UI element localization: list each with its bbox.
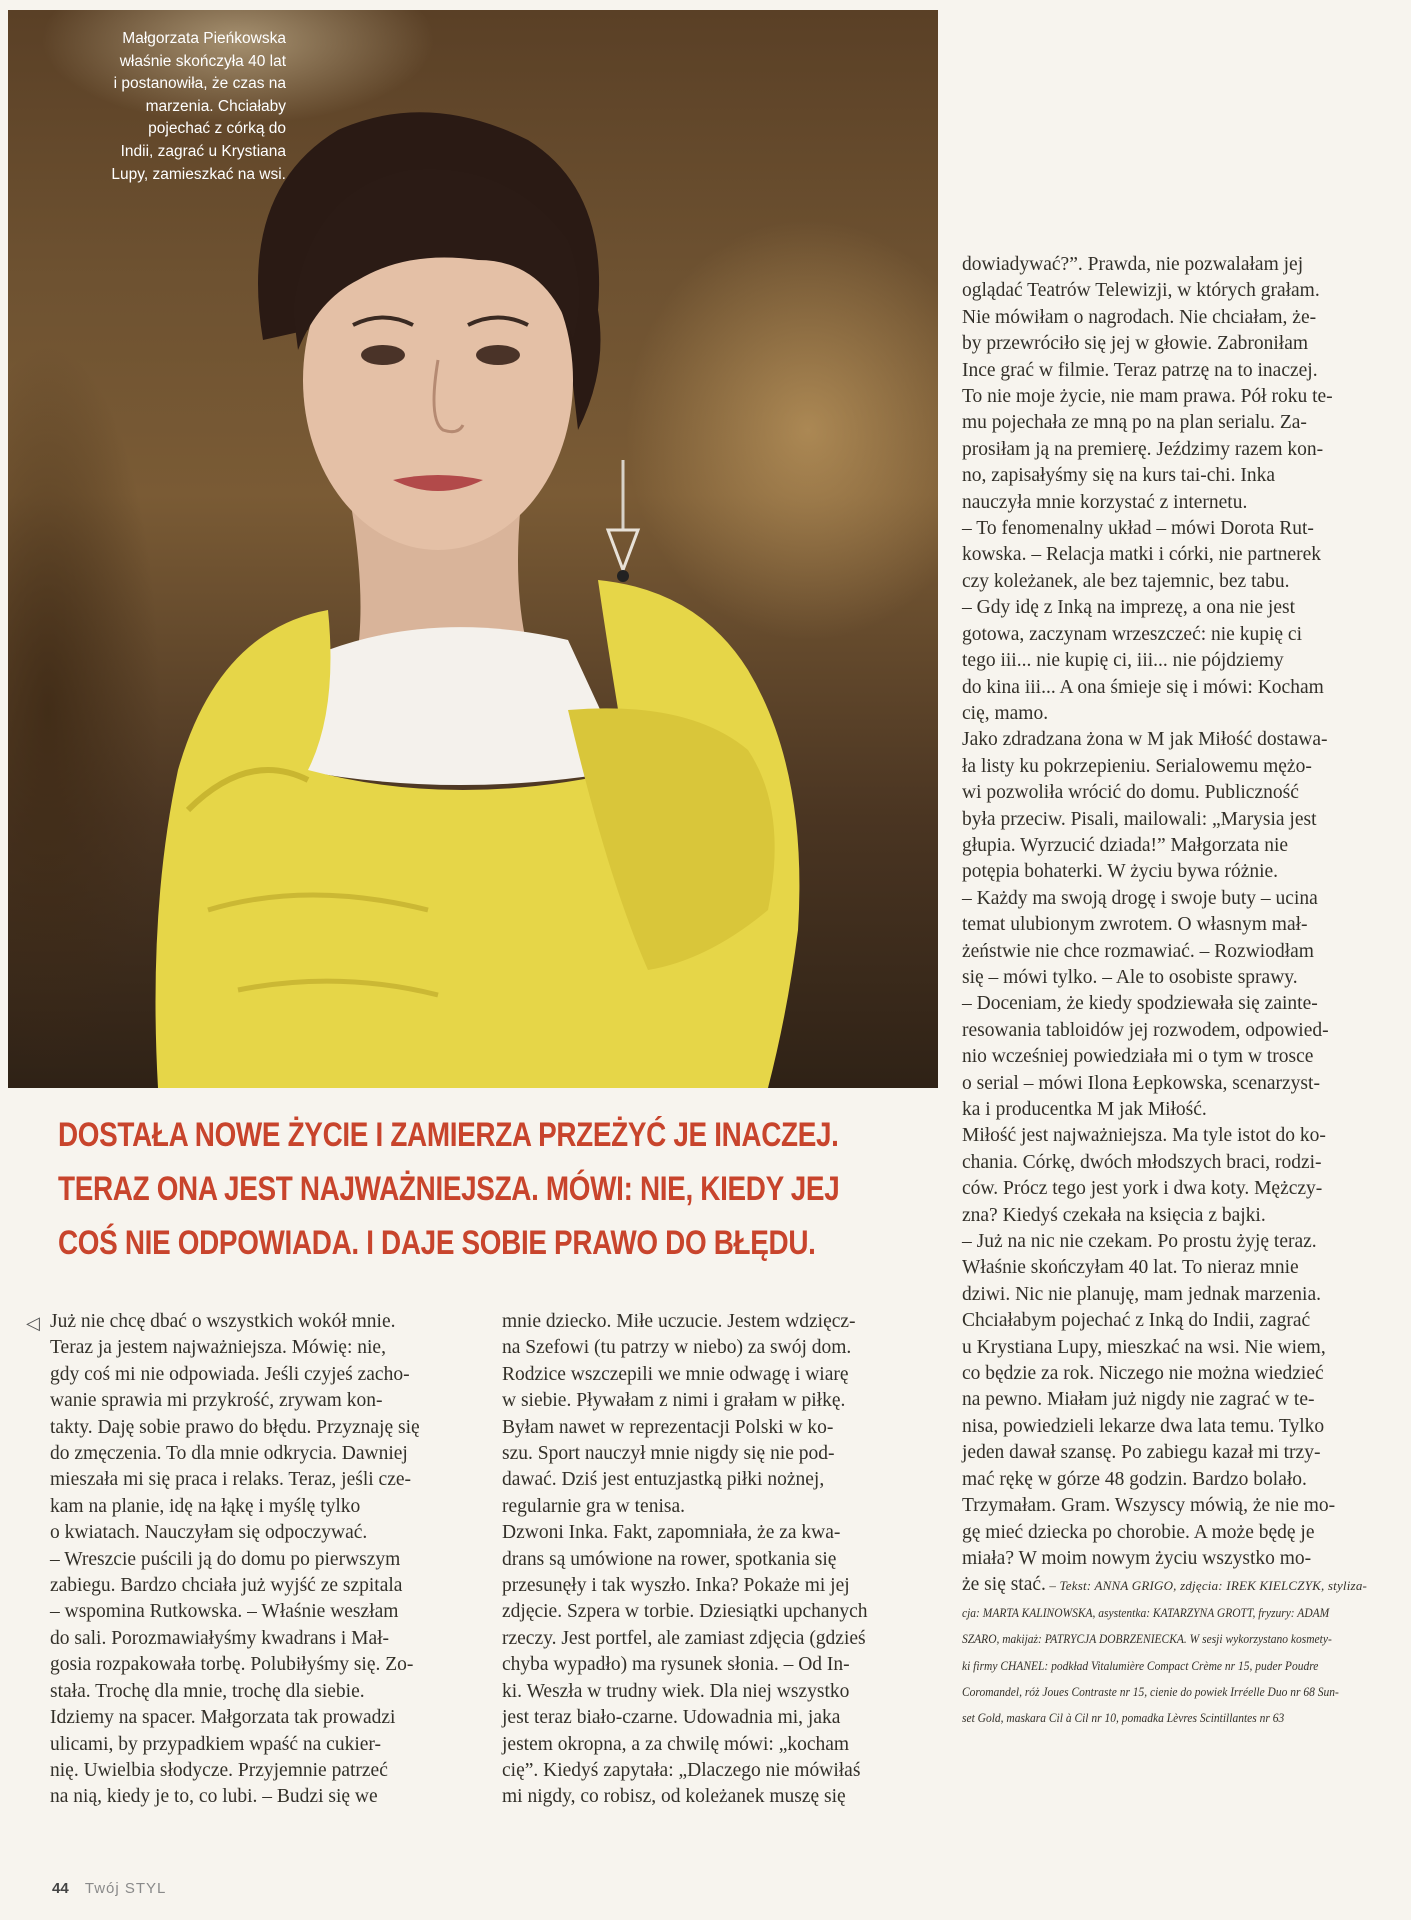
portrait-photo <box>8 10 938 1088</box>
text-line: jestem okropna, a za chwilę mówi: „kocham <box>502 1733 850 1755</box>
text-line: nio wcześniej powiedziała mi o tym w trosce <box>962 1046 1314 1068</box>
caption-line: Lupy, zamieszkać na wsi. <box>111 165 286 183</box>
text-line: się – mówi tylko. – Ale to osobiste sprawy. <box>962 966 1298 988</box>
text-line: była przeciw. Pisali, mailowali: „Marysia jest <box>962 808 1317 830</box>
text-line: u Krystiana Lupy, mieszkać na wsi. Nie wiem, <box>962 1336 1326 1358</box>
headline-line: TERAZ ONA JEST NAJWAŻNIEJSZA. MÓWI: NIE, KIEDY JEJ <box>58 1170 840 1208</box>
text-line: regularnie gra w tenisa. <box>502 1495 686 1517</box>
text-line: Jako zdradzana żona w M jak Miłość dostawa- <box>962 729 1328 751</box>
text-line: – Gdy idę z Inką na imprezę, a ona nie jest <box>962 597 1295 619</box>
text-line: oglądać Teatrów Telewizji, w których grałam. <box>962 280 1320 302</box>
text-line: gosia rozpakowała torbę. Polubiłyśmy się. Zo- <box>50 1654 414 1676</box>
headline-line: COŚ NIE ODPOWIADA. I DAJE SOBIE PRAWO DO BŁĘDU. <box>58 1224 816 1262</box>
text-line: mu pojechała ze mną po na plan serialu. Za- <box>962 412 1307 434</box>
text-line: – wspomina Rutkowska. – Właśnie weszłam <box>50 1601 399 1623</box>
text-line: nauczyła mnie korzystać z internetu. <box>962 491 1248 513</box>
triangle-marker-icon: ◁ <box>26 1313 40 1334</box>
text-line: – To fenomenalny układ – mówi Dorota Rut- <box>962 518 1314 540</box>
text-line: na pewno. Miałam już nigdy nie zagrać w te- <box>962 1389 1315 1411</box>
article-column-1 <box>50 1309 486 1811</box>
text-line: no, zapisałyśmy się na kurs tai-chi. Inka <box>962 465 1275 487</box>
text-line: dowiadywać?”. Prawda, nie pozwalałam jej <box>962 254 1304 275</box>
credits-line: ki firmy CHANEL: podkład Vitalumière Compact Crème nr 15, puder Poudre <box>962 1658 1319 1673</box>
text-line: głupia. Wyrzucić dziada!” Małgorzata nie <box>962 834 1289 856</box>
text-line: rzeczy. Jest portfel, ale zamiast zdjęcia (gdzieś <box>502 1627 866 1649</box>
photo-credits-inline: – Tekst: ANNA GRIGO, zdjęcia: IREK KIELCZYK, styliza- <box>1045 1578 1368 1594</box>
text-line: nisa, powiedzieli lekarze dwa lata temu. Tylko <box>962 1415 1325 1437</box>
text-line: resowania tabloidów jej rozwodem, odpowied- <box>962 1019 1329 1041</box>
article-final-line <box>962 1572 1394 1599</box>
photo-caption <box>46 28 286 186</box>
text-line: Ince grać w filmie. Teraz patrzę na to inaczej. <box>962 359 1318 381</box>
page-footer <box>52 1880 166 1897</box>
text-line: o kwiatach. Nauczyłam się odpoczywać. <box>50 1522 368 1544</box>
credits-line: Coromandel, róż Joues Contraste nr 15, cienie do powiek Irréelle Duo nr 68 Sun- <box>962 1684 1339 1699</box>
text-line: Nie mówiłam o nagrodach. Nie chciałam, że- <box>962 306 1317 328</box>
text-line: na Szefowi (tu patrzy w niebo) za swój dom. <box>502 1337 852 1359</box>
text-line: drans są umówione na rower, spotkania się <box>502 1548 837 1570</box>
credits-line: cja: MARTA KALINOWSKA, asystentka: KATARZYNA GROTT, fryzury: ADAM <box>962 1605 1330 1620</box>
text-line: wanie sprawia mi przykrość, zrywam kon- <box>50 1390 383 1412</box>
text-line: ła listy ku pokrzepieniu. Serialowemu mężo- <box>962 755 1312 777</box>
text-line: że się stać. <box>962 1574 1046 1596</box>
text-line: stała. Trochę dla mnie, trochę dla siebie. <box>50 1680 365 1702</box>
text-line: na nią, kiedy je to, co lubi. – Budzi się we <box>50 1786 378 1808</box>
text-line: kam na planie, idę na łąkę i myślę tylko <box>50 1495 361 1517</box>
text-line: do sali. Porozmawiałyśmy kwadrans i Mał- <box>50 1627 390 1649</box>
text-line: – Każdy ma swoją drogę i swoje buty – ucina <box>962 887 1318 909</box>
text-line: Chciałabym pojechać z Inką do Indii, zagrać <box>962 1310 1311 1332</box>
text-line: Teraz ja jestem najważniejsza. Mówię: nie, <box>50 1337 386 1359</box>
credits-line: SZARO, makijaż: PATRYCJA DOBRZENIECKA. W sesji wykorzystano kosmety- <box>962 1632 1332 1647</box>
text-line: do zmęczenia. To dla mnie odkrycia. Dawniej <box>50 1443 408 1465</box>
text-line: do kina iii... A ona śmieje się i mówi: Kocham <box>962 676 1324 698</box>
text-line: cię, mamo. <box>962 702 1049 724</box>
text-line: w siebie. Pływałam z nimi i grałam w piłkę. <box>502 1390 846 1412</box>
text-line: by przewróciło się jej w głowie. Zabroniłam <box>962 333 1309 355</box>
text-line: takty. Daję sobie prawo do błędu. Przyznaję się <box>50 1416 420 1438</box>
text-line: ki. Weszła w trudny wiek. Dla niej wszystko <box>502 1680 850 1702</box>
text-line: dziwi. Nic nie planuję, mam jednak marzenia. <box>962 1283 1321 1305</box>
text-line: prosiłam ją na premierę. Jeździmy razem kon- <box>962 438 1324 460</box>
text-line: gdy coś mi nie odpowiada. Jeśli czyjeś zacho- <box>50 1363 410 1385</box>
text-line: chania. Córkę, dwóch młodszych braci, rodzi- <box>962 1151 1322 1173</box>
text-line: gę mieć dziecka po chorobie. A może będę je <box>962 1521 1315 1543</box>
headline-line: DOSTAŁA NOWE ŻYCIE I ZAMIERZA PRZEŻYĆ JE INACZEJ. <box>58 1116 839 1154</box>
text-line: – Wreszcie puścili ją do domu po pierwszym <box>50 1548 401 1570</box>
text-line: gotowa, zaczynam wrzeszczeć: nie kupię ci <box>962 623 1302 645</box>
text-line: chyba wypadło) ma rysunek słonia. – Od In- <box>502 1654 850 1676</box>
text-line: dawać. Dziś jest entuzjastką piłki nożnej, <box>502 1469 825 1491</box>
text-line: przesunęły i tak wyszło. Inka? Pokaże mi jej <box>502 1575 850 1597</box>
text-line: co będzie za rok. Niczego nie można wiedzieć <box>962 1363 1324 1385</box>
text-line: zdjęcie. Szpera w torbie. Dziesiątki upchanych <box>502 1601 868 1623</box>
text-line: mieszała mi się praca i relaks. Teraz, jeśli cze- <box>50 1469 412 1491</box>
text-line: nię. Uwielbia słodycze. Przyjemnie patrzeć <box>50 1759 388 1781</box>
text-line: mać rękę w górze 48 godzin. Bardzo bolało. <box>962 1468 1307 1490</box>
text-line: czy koleżanek, ale bez tajemnic, bez tabu. <box>962 570 1290 592</box>
text-line: zabiegu. Bardzo chciała już wyjść ze szpitala <box>50 1575 403 1597</box>
text-line: cię”. Kiedyś zapytała: „Dlaczego nie mówiłaś <box>502 1759 861 1781</box>
caption-line: pojechać z córką do <box>148 120 286 138</box>
text-line: Idziemy na spacer. Małgorzata tak prowadzi <box>50 1707 396 1729</box>
text-line: tego iii... nie kupię ci, iii... nie pójdziemy <box>962 650 1284 672</box>
text-line: – Już na nic nie czekam. Po prostu żyję teraz. <box>962 1231 1317 1253</box>
magazine-name: Twój STYL <box>84 1880 167 1897</box>
text-line: Właśnie skończyłam 40 lat. To nieraz mnie <box>962 1257 1299 1279</box>
text-line: temat ulubionym zwrotem. O własnym mał- <box>962 914 1308 936</box>
text-line: – Doceniam, że kiedy spodziewała się zainte- <box>962 993 1318 1015</box>
text-line: ulicami, by przypadkiem wpaść na cukier- <box>50 1733 381 1755</box>
text-line: zna? Kiedyś czekała na księcia z bajki. <box>962 1204 1266 1226</box>
text-line: miała? W moim nowym życiu wszystko mo- <box>962 1547 1312 1569</box>
caption-line: i postanowiła, że czas na <box>113 75 286 93</box>
page-number: 44 <box>52 1880 69 1897</box>
text-line: Już nie chcę dbać o wszystkich wokół mnie. <box>50 1311 396 1332</box>
text-line: wi pozwoliła wrócić do domu. Publiczność <box>962 782 1299 804</box>
text-line: ka i producentka M jak Miłość. <box>962 1099 1207 1120</box>
text-line: potępia bohaterki. W życiu bywa różnie. <box>962 861 1279 883</box>
text-line: jest teraz biało-czarne. Udowadnia mi, jaka <box>502 1707 841 1729</box>
text-line: Miłość jest najważniejsza. Ma tyle istot do ko- <box>962 1125 1326 1147</box>
text-line: o serial – mówi Ilona Łepkowska, scenarzyst- <box>962 1072 1320 1094</box>
caption-line: Małgorzata Pieńkowska <box>122 30 286 47</box>
caption-line: marzenia. Chciałaby <box>145 97 286 115</box>
text-line: ców. Prócz tego jest york i dwa koty. Mężczy- <box>962 1178 1323 1200</box>
text-line: szu. Sport nauczył mnie nigdy się nie pod- <box>502 1443 835 1465</box>
text-line: Byłam nawet w reprezentacji Polski w ko- <box>502 1416 834 1438</box>
text-line: mi nigdy, co robisz, od koleżanek muszę się <box>502 1786 846 1808</box>
text-line: To nie moje życie, nie mam prawa. Pół roku te- <box>962 386 1333 408</box>
text-line: żeństwie nie chce rozmawiać. – Rozwiodłam <box>962 940 1314 962</box>
article-column-2 <box>502 1309 938 1811</box>
caption-line: Indii, zagrać u Krystiana <box>120 142 286 160</box>
text-line: Rodzice wszczepili we mnie odwagę i wiarę <box>502 1363 849 1385</box>
text-line: mnie dziecko. Miłe uczucie. Jestem wdzięcz- <box>502 1311 856 1332</box>
text-line: Dzwoni Inka. Fakt, zapomniała, że za kwa- <box>502 1522 841 1544</box>
text-line: kowska. – Relacja matki i córki, nie partnerek <box>962 544 1321 566</box>
lead-headline <box>58 1108 840 1270</box>
credits-line: set Gold, maskara Cil à Cil nr 10, pomadka Lèvres Scintillantes nr 63 <box>962 1711 1285 1726</box>
text-line: jeden dawał szansę. Po zabiegu kazał mi trzy- <box>962 1442 1321 1464</box>
article-column-3 <box>962 252 1394 1732</box>
caption-line: właśnie skończyła 40 lat <box>119 52 286 70</box>
text-line: Trzymałam. Gram. Wszyscy mówią, że nie mo- <box>962 1495 1336 1517</box>
